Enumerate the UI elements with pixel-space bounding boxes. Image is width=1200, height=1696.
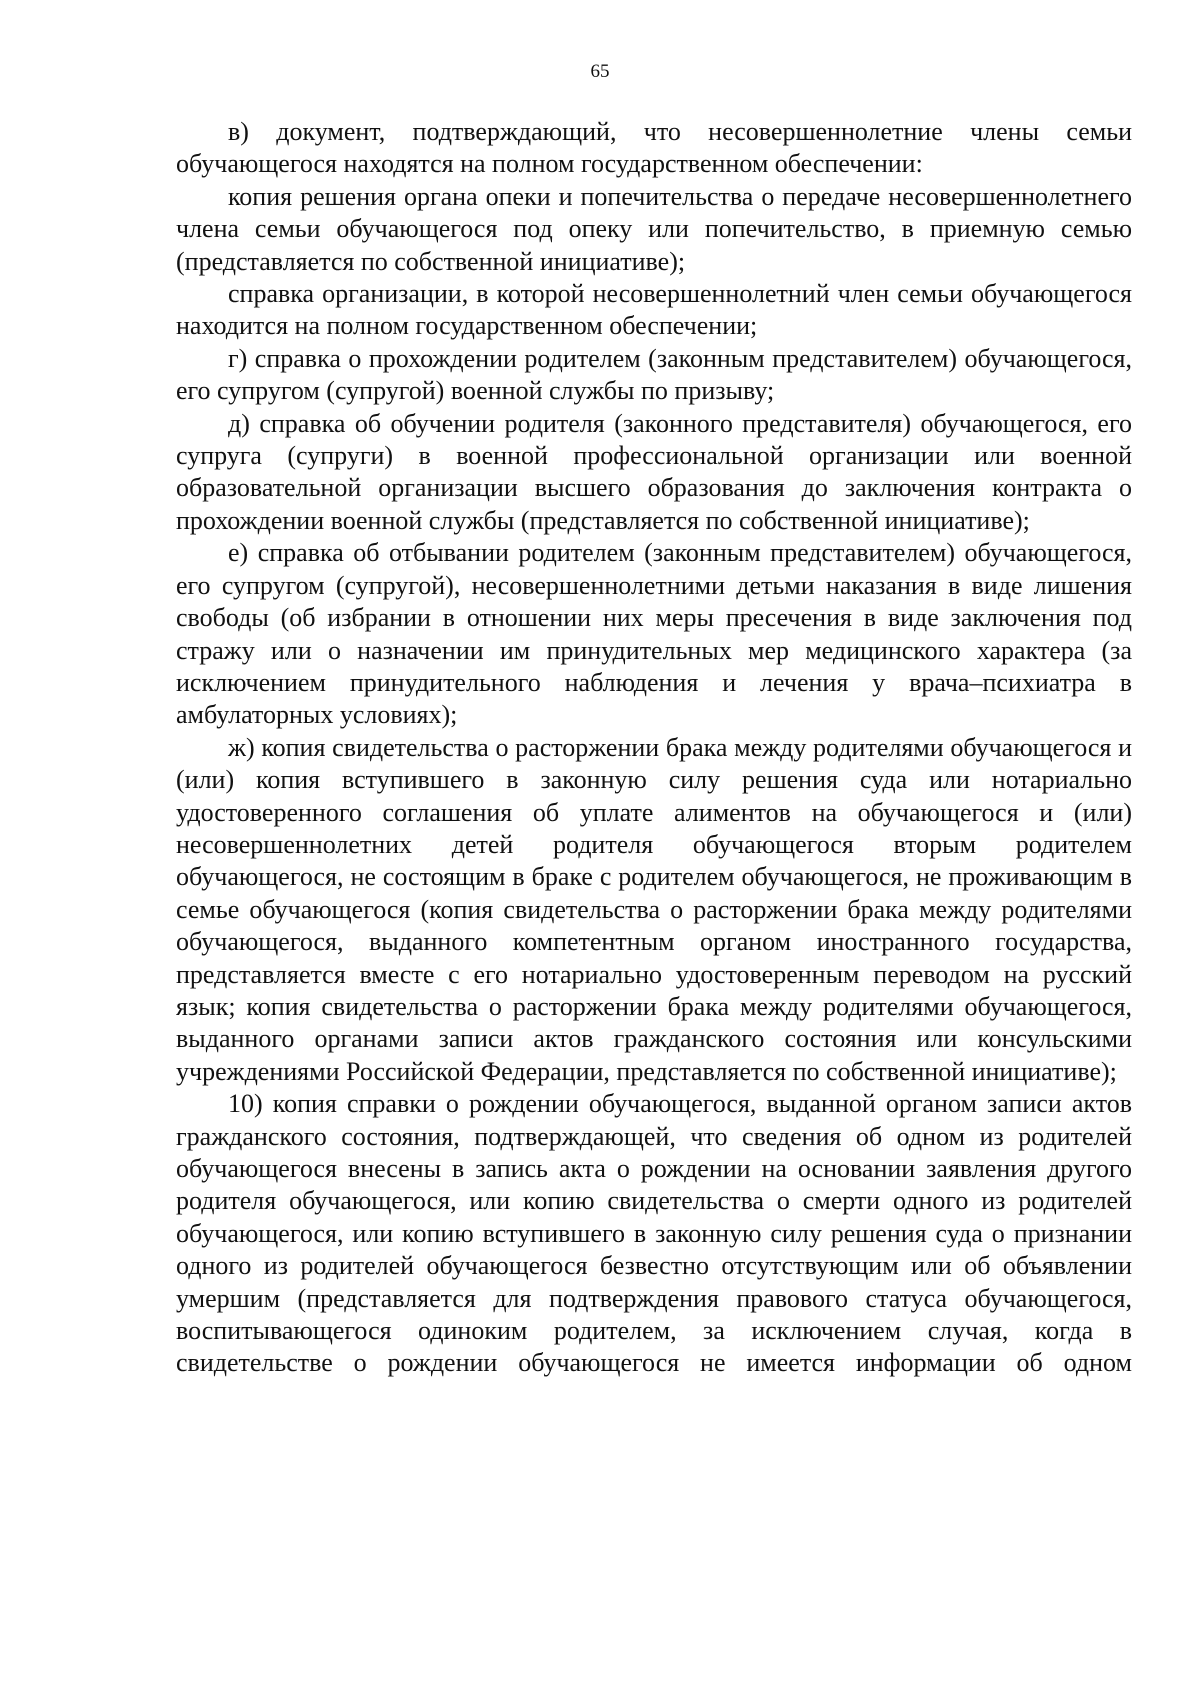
paragraph-item-10: 10) копия справки о рождении обучающегося, выданной органом записи актов гражданского состояния, подтверждающей, что сведения об одном из родителей обучающегося внесены в запись акта о рождении на основании заявления другого родителя обучающегося, или копию свидетельства о смерти одного из родителей обучающегося, или копию вступившего в законную силу решения суда о признании одного из родителей обучающегося безвестно отсутствующим или об объявлении умершим (представляется для подтверждения правового статуса обучающегося, воспитывающегося одиноким родителем, за исключением случая, когда в свидетельстве о рождении обучающегося не имеется информации об одном [176,1089,1132,1378]
paragraph-item-zh: ж) копия свидетельства о расторжении брака между родителями обучающегося и (или) копия вступившего в законную силу решения суда или нотариально удостоверенного соглашения об уплате алиментов на обучающегося и (или) несовершеннолетних детей родителя обучающегося вторым родителем обучающегося, не состоящим в браке с родителем обучающегося, не проживающим в семье обучающегося (копия свидетельства о расторжении брака между родителями обучающегося, выданного компетентным органом иностранного государства, представляется вместе с его нотариально удостоверенным переводом на русский язык; копия свидетельства о расторжении брака между родителями обучающегося, выданного органами записи актов гражданского состояния или консульскими учреждениями Российской Федерации, представляется по собственной инициативе); [176,732,1132,1086]
paragraph-item-d: д) справка об обучении родителя (законного представителя) обучающегося, его супруга (супруги) в военной профессиональной организации или военной образовательной организации высшего образования до заключения контракта о прохождении военной службы (представляется по собственной инициативе); [176,408,1132,535]
paragraph-item-v: в) документ, подтверждающий, что несовершеннолетние члены семьи обучающегося находятся на полном государственном обеспечении: [176,117,1132,179]
paragraph-guardianship-copy: копия решения органа опеки и попечительства о передаче несовершеннолетнего члена семьи обучающегося под опеку или попечительство, в приемную семью (представляется по собственной инициативе); [176,181,1132,276]
paragraph-organization-certificate: справка организации, в которой несовершеннолетний член семьи обучающегося находится на полном государственном обеспечении; [176,279,1132,341]
paragraph-item-g: г) справка о прохождении родителем (законным представителем) обучающегося, его супругом (супругой) военной службы по призыву; [176,343,1132,406]
document-body [176,116,1132,1380]
page-number: 65 [590,61,610,82]
paragraph-item-e: е) справка об отбывании родителем (законным представителем) обучающегося, его супругом (супругой), несовершеннолетними детьми наказания в виде лишения свободы (об избрании в отношении них меры пресечения в виде заключения под стражу или о назначении им принудительных мер медицинского характера (за исключением принудительного наблюдения и лечения у врача–психиатра в амбулаторных условиях); [176,538,1132,730]
